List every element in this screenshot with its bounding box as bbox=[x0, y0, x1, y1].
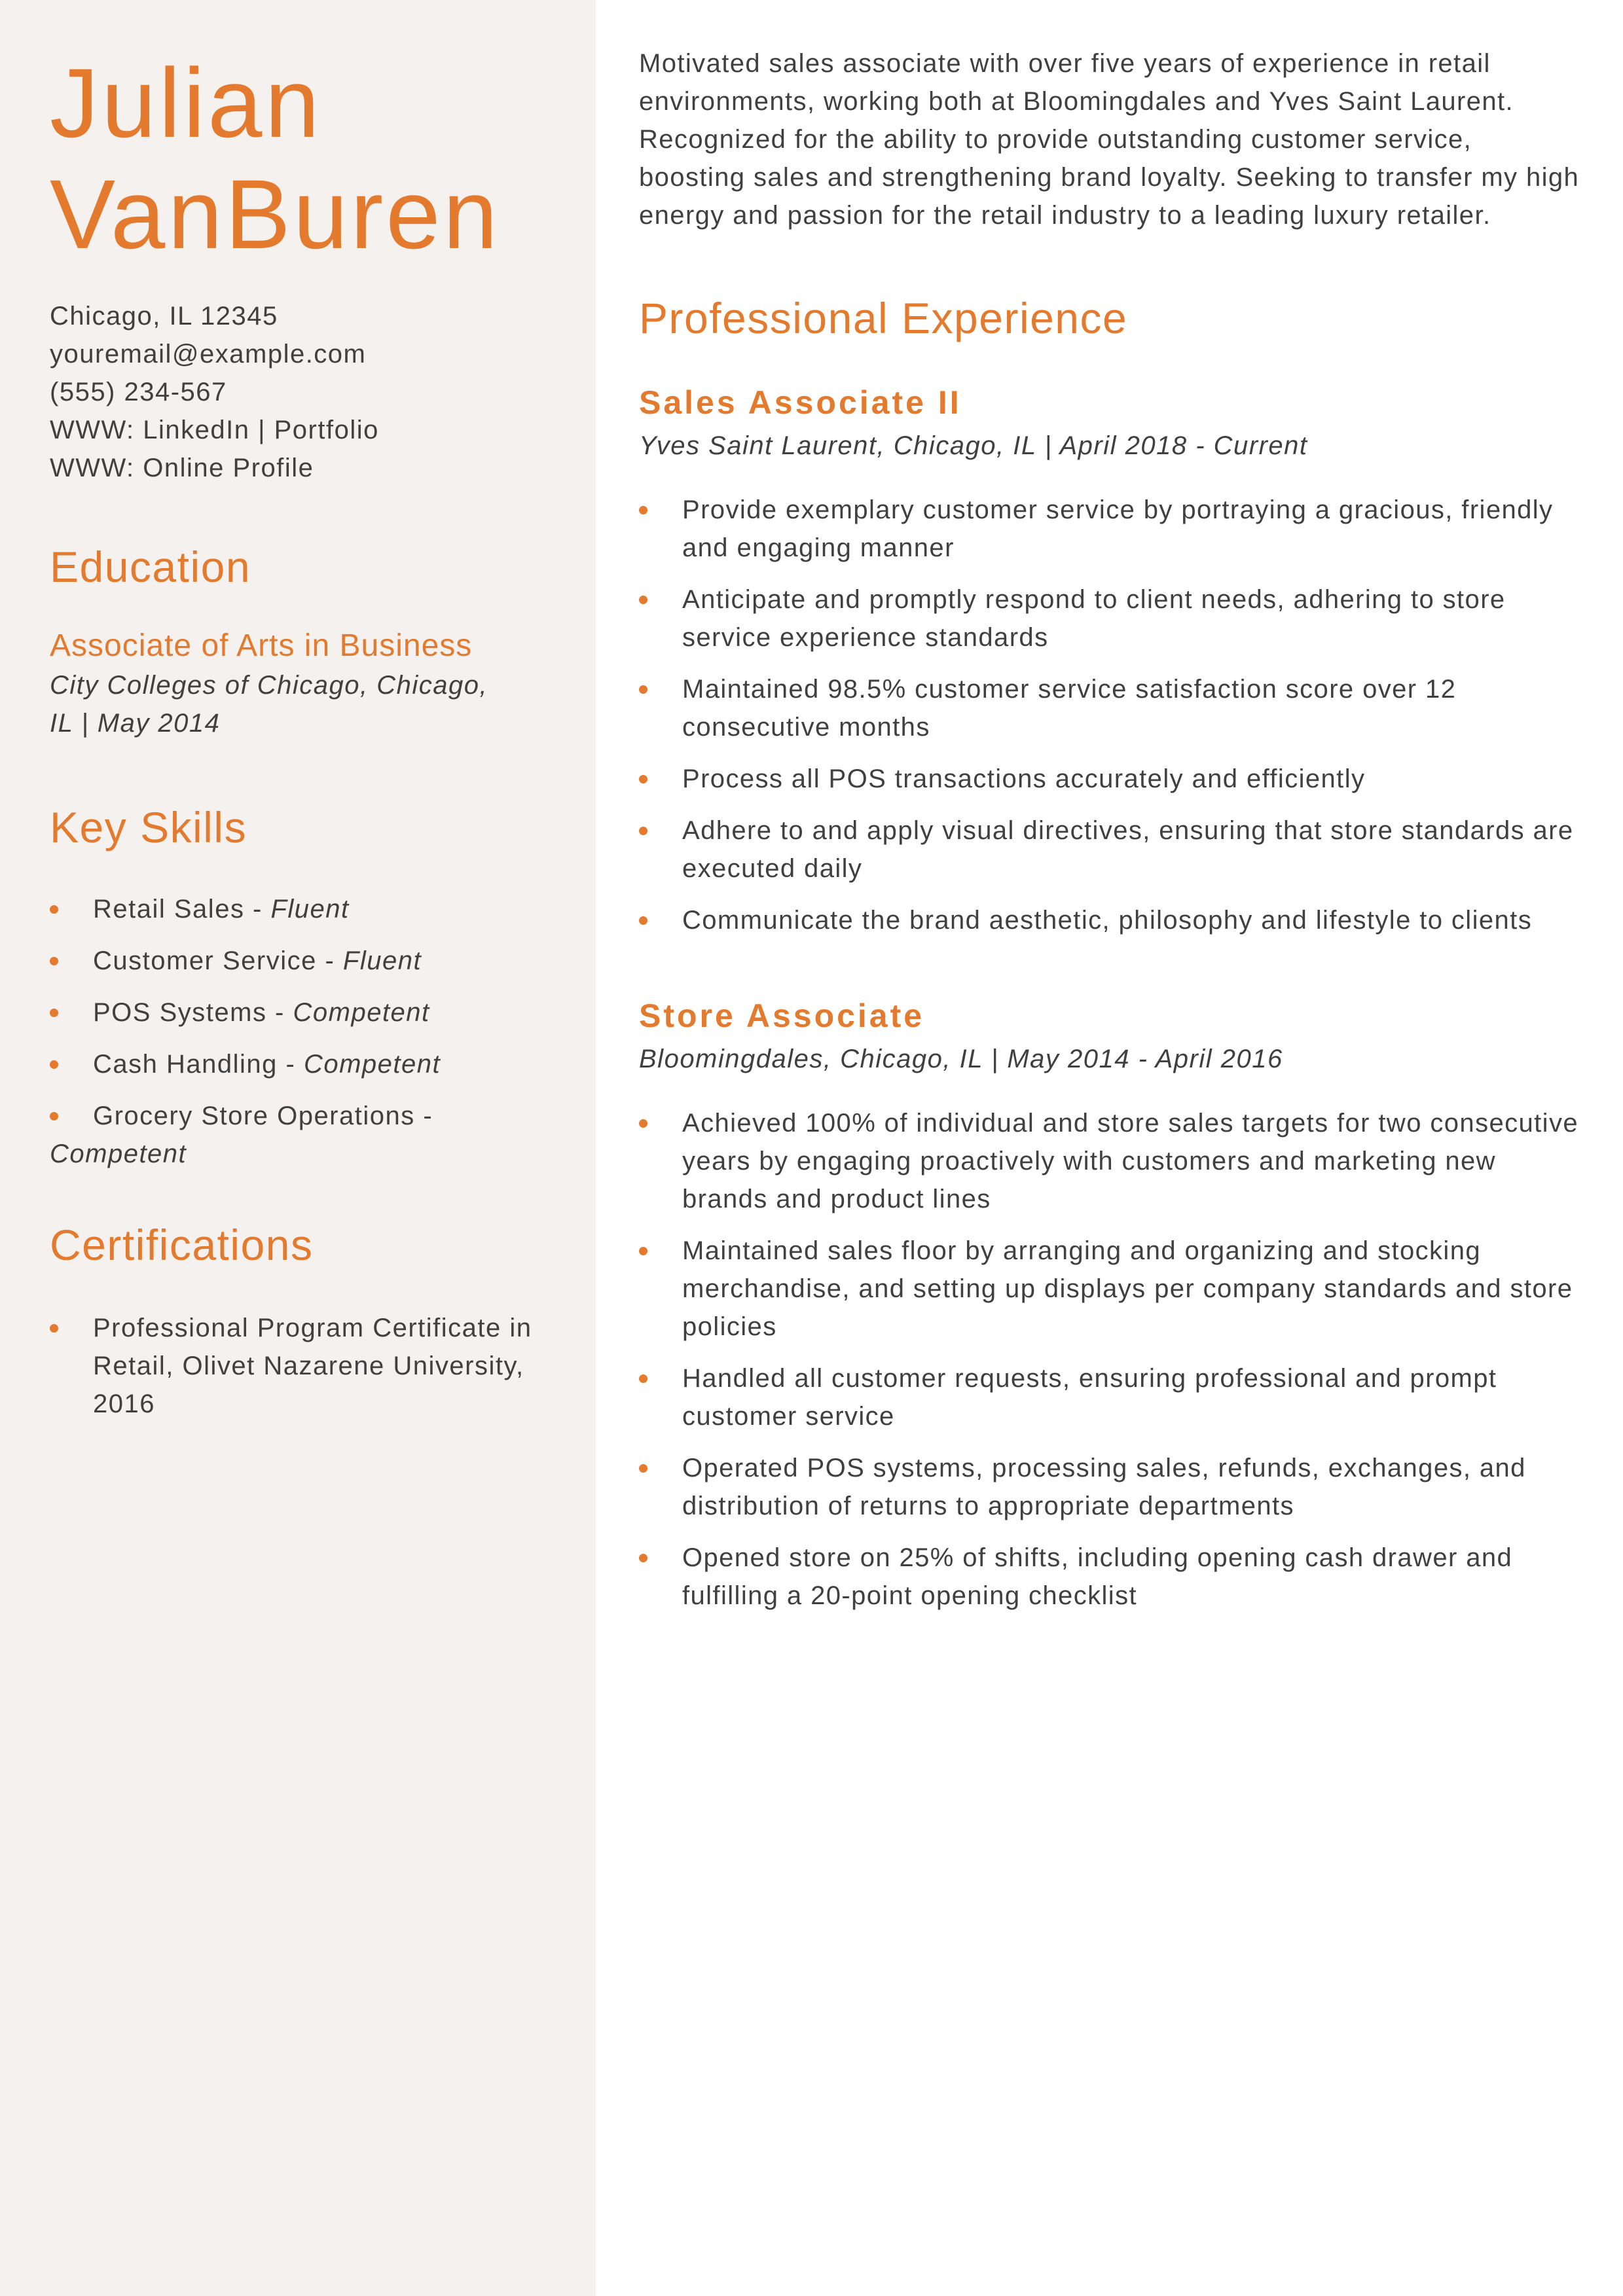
skills-section bbox=[50, 801, 554, 1173]
candidate-name bbox=[50, 47, 554, 270]
duty-text: Handled all customer requests, ensuring professional and prompt customer service bbox=[682, 1364, 1497, 1431]
school-line: City Colleges of Chicago, Chicago, bbox=[50, 671, 488, 700]
skill-level: Fluent bbox=[270, 895, 350, 924]
experience-heading: Professional Experience bbox=[639, 294, 1128, 342]
duty-item bbox=[639, 1359, 1582, 1435]
duties-list bbox=[639, 1104, 1582, 1615]
bullet-icon bbox=[639, 916, 647, 925]
skill-item bbox=[50, 1045, 554, 1083]
bullet-icon bbox=[50, 957, 58, 965]
duties-list bbox=[639, 491, 1582, 939]
bullet-icon bbox=[50, 1060, 58, 1069]
duty-item bbox=[639, 812, 1582, 888]
skill-item bbox=[50, 890, 554, 928]
professional-summary: Motivated sales associate with over five years of experience in retail environments, working both at Bloomingdales and Yves Saint Laurent. Recognized for the ability to provide outstanding customer service, boosting sales and strengthening brand loyalty. Seeking to transfer my high energy and passion for the retail industry to a leading luxury retailer. bbox=[639, 49, 1580, 230]
bullet-icon bbox=[50, 905, 58, 914]
duty-text: Provide exemplary customer service by portraying a gracious, friendly and engaging manner bbox=[682, 495, 1554, 562]
main-content bbox=[639, 45, 1582, 1628]
skill-name: Cash Handling - bbox=[93, 1050, 304, 1079]
sidebar bbox=[0, 0, 596, 2296]
school-line: IL | May 2014 bbox=[50, 709, 221, 738]
bullet-icon bbox=[50, 1112, 58, 1121]
skill-item bbox=[50, 942, 554, 980]
bullet-icon bbox=[50, 1009, 58, 1017]
duty-item bbox=[639, 760, 1582, 798]
duty-item bbox=[639, 491, 1582, 567]
first-name: Julian bbox=[50, 48, 322, 158]
bullet-icon bbox=[639, 1374, 647, 1383]
duty-item bbox=[639, 581, 1582, 656]
last-name: VanBuren bbox=[50, 159, 501, 269]
bullet-icon bbox=[639, 1554, 647, 1562]
bullet-icon bbox=[639, 1464, 647, 1473]
certifications-list bbox=[50, 1309, 554, 1423]
skill-item bbox=[50, 994, 554, 1031]
degree-title: Associate of Arts in Business bbox=[50, 628, 473, 663]
duty-item bbox=[639, 1104, 1582, 1218]
job-meta: Yves Saint Laurent, Chicago, IL | April 2018 - Current bbox=[639, 431, 1308, 460]
skill-name: Retail Sales - bbox=[93, 895, 271, 924]
bullet-icon bbox=[639, 775, 647, 783]
duty-text: Anticipate and promptly respond to client needs, adhering to store service experience standards bbox=[682, 585, 1506, 652]
job-title: Store Associate bbox=[639, 997, 925, 1034]
bullet-icon bbox=[50, 1324, 58, 1333]
certifications-heading: Certifications bbox=[50, 1221, 314, 1269]
duty-text: Process all POS transactions accurately and efficiently bbox=[682, 764, 1366, 793]
skill-level: Fluent bbox=[342, 946, 422, 975]
education-section bbox=[50, 541, 554, 742]
skill-level: Competent bbox=[293, 998, 430, 1027]
duty-text: Opened store on 25% of shifts, including opening cash drawer and fulfilling a 20-point opening checklist bbox=[682, 1543, 1513, 1610]
duty-text: Communicate the brand aesthetic, philosophy and lifestyle to clients bbox=[682, 906, 1533, 935]
skill-name: Grocery Store Operations - bbox=[93, 1102, 433, 1130]
skill-level: Competent bbox=[303, 1050, 441, 1079]
bullet-icon bbox=[639, 506, 647, 514]
skill-item bbox=[50, 1097, 554, 1173]
contact-address: Chicago, IL 12345 bbox=[50, 302, 278, 331]
contact-email[interactable]: youremail@example.com bbox=[50, 340, 367, 368]
duty-text: Achieved 100% of individual and store sales targets for two consecutive years by engaging proactively with customers and marketing new brands and product lines bbox=[682, 1109, 1579, 1213]
duty-item bbox=[639, 670, 1582, 746]
duty-text: Maintained 98.5% customer service satisfaction score over 12 consecutive months bbox=[682, 675, 1457, 742]
duty-item bbox=[639, 1232, 1582, 1346]
duty-text: Adhere to and apply visual directives, ensuring that store standards are executed daily bbox=[682, 816, 1574, 883]
job-meta: Bloomingdales, Chicago, IL | May 2014 - April 2016 bbox=[639, 1045, 1283, 1073]
duty-item bbox=[639, 1539, 1582, 1615]
certification-item bbox=[50, 1309, 551, 1423]
bullet-icon bbox=[639, 1247, 647, 1255]
certification-text: Professional Program Certificate in Retail, Olivet Nazarene University, 2016 bbox=[93, 1314, 532, 1418]
job-title: Sales Associate II bbox=[639, 384, 962, 421]
skill-level: Competent bbox=[50, 1139, 187, 1168]
contact-links[interactable]: WWW: LinkedIn | Portfolio bbox=[50, 416, 379, 444]
duty-item bbox=[639, 1449, 1582, 1525]
skill-name: Customer Service - bbox=[93, 946, 343, 975]
job-entry bbox=[639, 382, 1582, 939]
education-heading: Education bbox=[50, 543, 251, 591]
job-entry bbox=[639, 996, 1582, 1615]
duty-text: Operated POS systems, processing sales, refunds, exchanges, and distribution of returns to appropriate departments bbox=[682, 1454, 1526, 1520]
school-info bbox=[50, 666, 554, 742]
skills-heading: Key Skills bbox=[50, 803, 247, 852]
duty-item bbox=[639, 901, 1582, 939]
contact-online-profile[interactable]: WWW: Online Profile bbox=[50, 454, 314, 482]
skill-name: POS Systems - bbox=[93, 998, 293, 1027]
contact-info bbox=[50, 297, 554, 487]
bullet-icon bbox=[639, 1119, 647, 1128]
bullet-icon bbox=[639, 596, 647, 604]
bullet-icon bbox=[639, 827, 647, 835]
contact-phone: (555) 234-567 bbox=[50, 378, 227, 406]
duty-text: Maintained sales floor by arranging and organizing and stocking merchandise, and setting up displays per company standards and store policies bbox=[682, 1236, 1573, 1341]
skills-list bbox=[50, 890, 554, 1173]
certifications-section bbox=[50, 1219, 554, 1423]
bullet-icon bbox=[639, 685, 647, 694]
